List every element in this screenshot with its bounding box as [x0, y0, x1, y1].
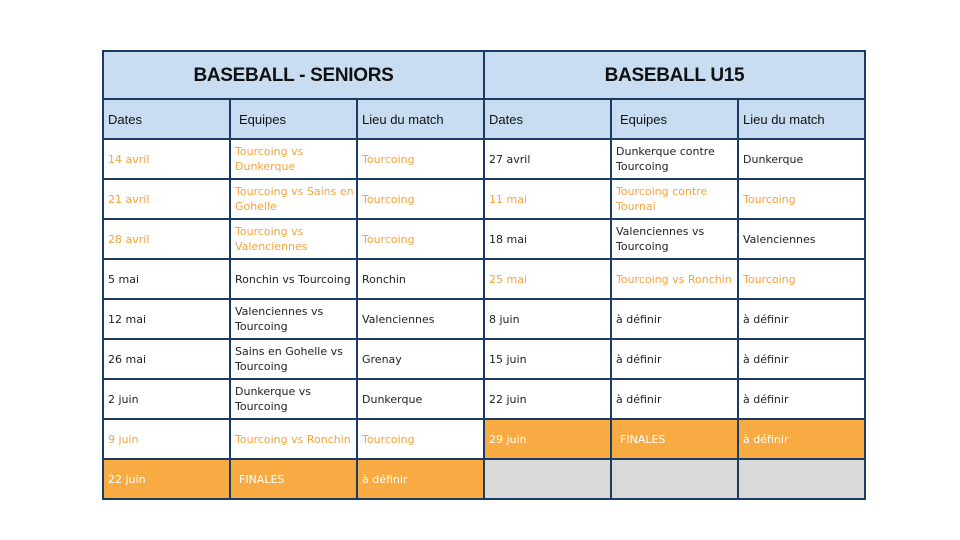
seniors-header-dates: Dates: [103, 99, 230, 139]
seniors-teams: Valenciennes vs Tourcoing: [230, 299, 357, 339]
seniors-teams: Tourcoing vs Ronchin: [230, 419, 357, 459]
seniors-teams: Tourcoing vs Dunkerque: [230, 139, 357, 179]
u15-place: à définir: [738, 339, 865, 379]
u15-date: 18 mai: [484, 219, 611, 259]
u15-place: Valenciennes: [738, 219, 865, 259]
table-row: [103, 179, 865, 219]
seniors-date: 5 mai: [103, 259, 230, 299]
u15-teams: à définir: [611, 379, 738, 419]
table-row: [103, 379, 865, 419]
seniors-teams: Ronchin vs Tourcoing: [230, 259, 357, 299]
u15-place: à définir: [738, 299, 865, 339]
seniors-place: Tourcoing: [357, 139, 484, 179]
u15-teams: à définir: [611, 339, 738, 379]
u15-teams: Tourcoing vs Ronchin: [611, 259, 738, 299]
seniors-date: 2 juin: [103, 379, 230, 419]
table-row: [103, 299, 865, 339]
u15-place: Tourcoing: [738, 179, 865, 219]
seniors-finals-place: à définir: [357, 459, 484, 499]
empty-cell: [484, 459, 611, 499]
table-row: [103, 459, 865, 499]
seniors-place: Dunkerque: [357, 379, 484, 419]
u15-date: 22 juin: [484, 379, 611, 419]
u15-teams: Tourcoing contre Tournai: [611, 179, 738, 219]
empty-cell: [611, 459, 738, 499]
table-row: [103, 419, 865, 459]
u15-teams: Valenciennes vs Tourcoing: [611, 219, 738, 259]
u15-date: 15 juin: [484, 339, 611, 379]
seniors-date: 21 avril: [103, 179, 230, 219]
schedule-table: [102, 50, 866, 500]
seniors-teams: Tourcoing vs Sains en Gohelle: [230, 179, 357, 219]
u15-place: Dunkerque: [738, 139, 865, 179]
u15-header-lieu: Lieu du match: [738, 99, 865, 139]
seniors-title: BASEBALL - SENIORS: [103, 51, 484, 99]
u15-title: BASEBALL U15: [484, 51, 865, 99]
seniors-teams: Sains en Gohelle vs Tourcoing: [230, 339, 357, 379]
seniors-place: Tourcoing: [357, 219, 484, 259]
u15-finals-teams: FINALES: [611, 419, 738, 459]
seniors-date: 28 avril: [103, 219, 230, 259]
seniors-date: 9 juin: [103, 419, 230, 459]
empty-cell: [738, 459, 865, 499]
u15-place: à définir: [738, 379, 865, 419]
u15-date: 11 mai: [484, 179, 611, 219]
u15-teams: à définir: [611, 299, 738, 339]
u15-header-dates: Dates: [484, 99, 611, 139]
seniors-finals-teams: FINALES: [230, 459, 357, 499]
u15-finals-place: à définir: [738, 419, 865, 459]
title-row: [103, 51, 865, 99]
table-row: [103, 139, 865, 179]
seniors-teams: Dunkerque vs Tourcoing: [230, 379, 357, 419]
u15-date: 27 avril: [484, 139, 611, 179]
seniors-header-equipes: Equipes: [230, 99, 357, 139]
u15-finals-date: 29 juin: [484, 419, 611, 459]
seniors-place: Ronchin: [357, 259, 484, 299]
table-row: [103, 339, 865, 379]
table-row: [103, 219, 865, 259]
seniors-place: Valenciennes: [357, 299, 484, 339]
u15-teams: Dunkerque contre Tourcoing: [611, 139, 738, 179]
seniors-date: 26 mai: [103, 339, 230, 379]
seniors-header-lieu: Lieu du match: [357, 99, 484, 139]
u15-date: 25 mai: [484, 259, 611, 299]
seniors-teams: Tourcoing vs Valenciennes: [230, 219, 357, 259]
table-row: [103, 259, 865, 299]
u15-date: 8 juin: [484, 299, 611, 339]
seniors-finals-date: 22 juin: [103, 459, 230, 499]
u15-header-equipes: Equipes: [611, 99, 738, 139]
seniors-date: 12 mai: [103, 299, 230, 339]
column-header-row: [103, 99, 865, 139]
u15-place: Tourcoing: [738, 259, 865, 299]
seniors-date: 14 avril: [103, 139, 230, 179]
seniors-place: Grenay: [357, 339, 484, 379]
seniors-place: Tourcoing: [357, 419, 484, 459]
seniors-place: Tourcoing: [357, 179, 484, 219]
